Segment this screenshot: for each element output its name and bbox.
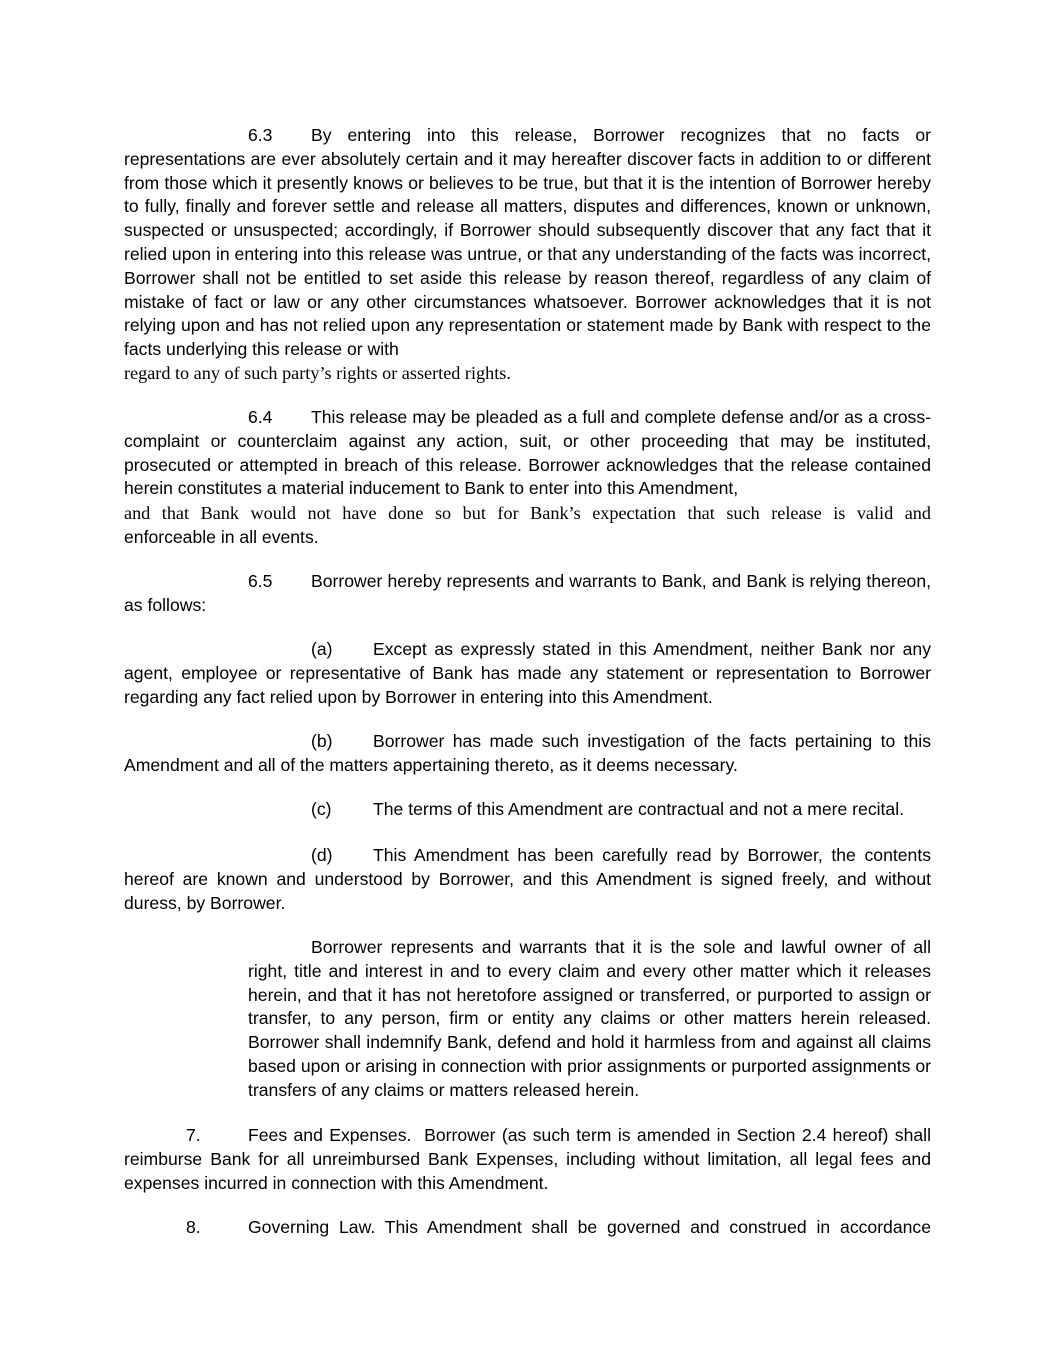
clause-d: [124, 844, 931, 915]
clause-a: [124, 638, 931, 709]
section-6-4: [124, 406, 931, 501]
section-8-heading: Governing Law.: [248, 1217, 376, 1237]
section-6-3-tail: [124, 362, 931, 386]
section-7-heading: Fees and Expenses.: [248, 1125, 412, 1145]
clause-a-label: (a): [311, 639, 333, 659]
section-6-3: [124, 124, 931, 362]
clause-c-label: (c): [311, 799, 332, 819]
section-8-text: This Amendment shall be governed and construed in accordance: [384, 1217, 931, 1237]
representation-block: [248, 936, 931, 1103]
section-6-4-line-b: [124, 502, 931, 526]
clause-b: [124, 730, 931, 778]
section-6-3-text-tail: regard to any of such party’s rights or asserted rights.: [124, 363, 511, 383]
section-6-4-number: 6.4: [248, 407, 273, 427]
clause-a-text: Except as expressly stated in this Amendment, neither Bank nor any agent, employee or representative of Bank has made any statement or representation to Borrower regarding any fact relied upon by Borrower in entering into this Amendment.: [124, 639, 931, 707]
section-7-number: 7.: [186, 1125, 201, 1145]
clause-d-label: (d): [311, 845, 333, 865]
section-7: [124, 1124, 931, 1195]
clause-c-text: The terms of this Amendment are contractual and not a mere recital.: [373, 799, 904, 819]
section-6-4-line-c: [124, 526, 931, 550]
section-6-5-number: 6.5: [248, 571, 273, 591]
clause-c: [124, 798, 931, 822]
section-8: [124, 1216, 931, 1240]
section-6-4-text-b: and that Bank would not have done so but for Bank’s expectation that such release is valid and: [124, 503, 931, 523]
section-6-3-text: By entering into this release, Borrower recognizes that no facts or representations are ever absolutely certain and it may hereafter discover facts in addition to or different from those which it presently knows or believes to be true, but that it is the intention of Borrower hereby to fully, finally and forever settle and release all matters, disputes and differences, known or unknown, suspected or unsuspected; accordingly, if Borrower should subsequently discover that any fact that it relied upon in entering into this release was untrue, or that any understanding of the facts was incorrect, Borrower shall not be entitled to set aside this release by reason thereof, regardless of any claim of mistake of fact or law or any other circumstances whatsoever. Borrower acknowledges that it is not relying upon and has not relied upon any representation or statement made by Bank with respect to the facts underlying this release or with: [124, 125, 931, 360]
section-6-3-number: 6.3: [248, 125, 273, 145]
section-7-text: Borrower (as such term is amended in Section 2.4 hereof) shall reimburse Bank for all unreimbursed Bank Expenses, including without limitation, all legal fees and expenses incurred in connection with this Amendment.: [124, 1125, 931, 1193]
section-6-4-text-c: enforceable in all events.: [124, 527, 319, 547]
section-8-number: 8.: [186, 1217, 201, 1237]
clause-b-label: (b): [311, 731, 333, 751]
representation-block-text: Borrower represents and warrants that it is the sole and lawful owner of all right, title and interest in and to every claim and every other matter which it releases herein, and that it has not heretofore assigned or transferred, or purported to assign or transfer, to any person, firm or entity any claims or other matters herein released. Borrower shall indemnify Bank, defend and hold it harmless from and against all claims based upon or arising in connection with prior assignments or purported assignments or transfers of any claims or matters released herein.: [248, 937, 931, 1100]
section-6-4-text-a: This release may be pleaded as a full and complete defense and/or as a cross-complaint or counterclaim against any action, suit, or other proceeding that may be instituted, prosecuted or attempted in breach of this release. Borrower acknowledges that the release contained herein constitutes a material inducement to Bank to enter into this Amendment,: [124, 407, 931, 499]
section-6-5: [124, 570, 931, 618]
clause-b-text: Borrower has made such investigation of the facts pertaining to this Amendment and all of the matters appertaining thereto, as it deems necessary.: [124, 731, 931, 775]
section-6-5-text: Borrower hereby represents and warrants to Bank, and Bank is relying thereon, as follows:: [124, 571, 931, 615]
clause-d-text: This Amendment has been carefully read by Borrower, the contents hereof are known and understood by Borrower, and this Amendment is signed freely, and without duress, by Borrower.: [124, 845, 931, 913]
